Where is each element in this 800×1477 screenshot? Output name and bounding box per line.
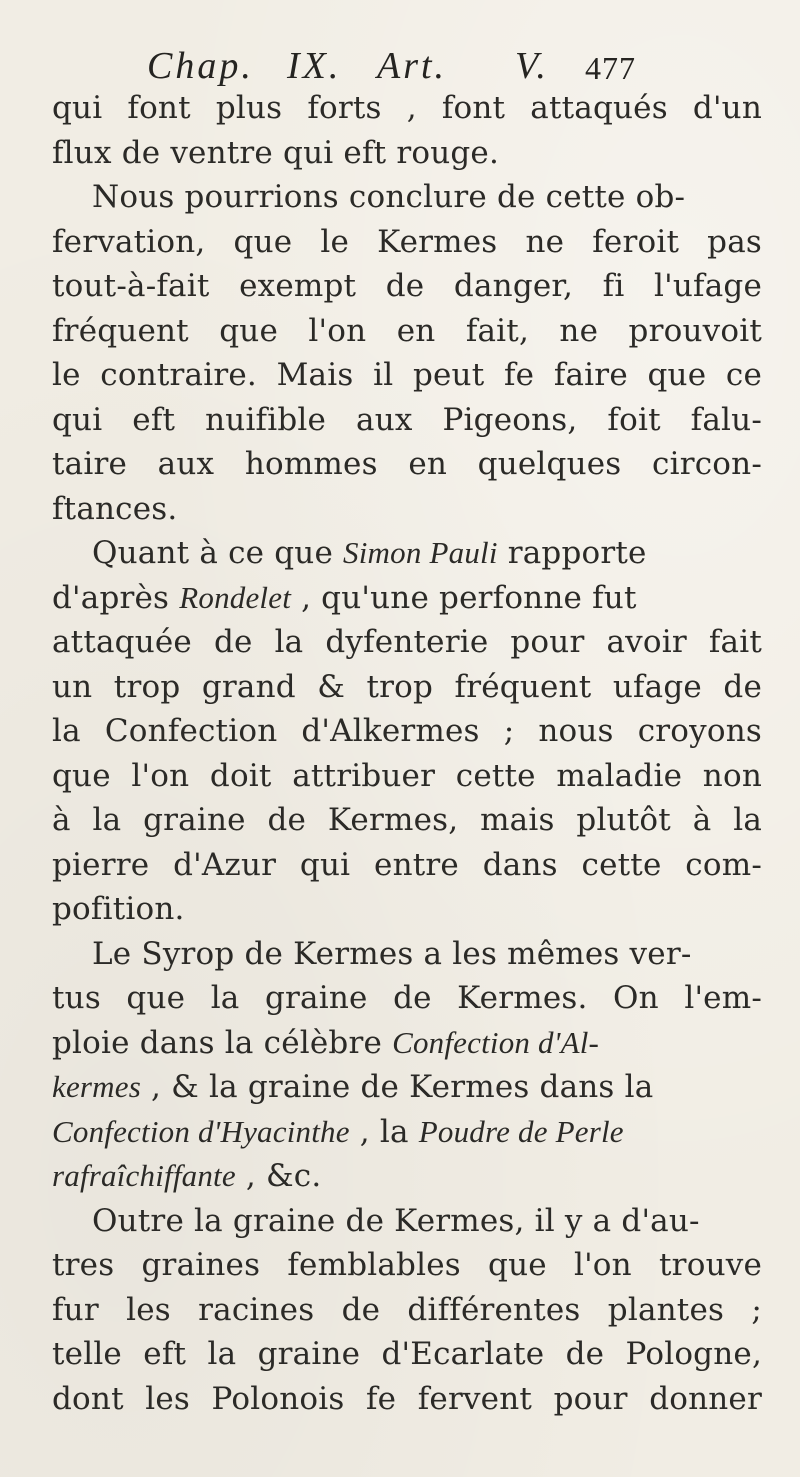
body-text [52, 86, 762, 1421]
text-line: un trop grand & trop fréquent ufage de [52, 668, 762, 705]
text-line: telle eft la graine d'Ecarlate de Pologne, [52, 1336, 762, 1372]
header-chapter-number: IX. [287, 45, 342, 87]
italic-title: Poudre de Perle [418, 1113, 624, 1149]
text-line: d'après Rondelet , qu'une perfonne fut [52, 579, 637, 616]
header-chapter: Chap. [147, 45, 254, 87]
text-line: qui eft nuifible aux Pigeons, foit falu- [52, 401, 762, 438]
text-line: tus que la graine de Kermes. On l'em- [52, 980, 762, 1016]
text-line: Confection d'Hyacinthe , la Poudre de Perle [52, 1113, 624, 1150]
text-line: tout-à-fait exempt de danger, fi l'ufage [52, 268, 762, 304]
header-article: Art. [377, 45, 448, 87]
text-line: Quant à ce que Simon Pauli rapporte [92, 535, 647, 571]
header-article-number: V. [515, 45, 549, 87]
text-line: fréquent que l'on en fait, ne prouvoit [52, 312, 762, 349]
text-line: la Confection d'Alkermes ; nous croyons [52, 713, 762, 749]
text-line: ftances. [52, 490, 178, 527]
italic-title: kermes [52, 1069, 141, 1104]
text-line: kermes , & la graine de Kermes dans la [52, 1069, 654, 1105]
text-line: pofition. [52, 891, 185, 927]
text-line: le contraire. Mais il peut fe faire que ce [52, 357, 762, 393]
text-line: dont les Polonois fe fervent pour donner [52, 1380, 762, 1417]
italic-name: Rondelet [179, 579, 292, 615]
text-line: qui font plus forts , font attaqués d'un [52, 90, 762, 126]
italic-title: Confection d'Hyacinthe [52, 1113, 350, 1149]
italic-name: Simon Pauli [343, 535, 498, 570]
italic-title: rafraîchiffante [52, 1158, 236, 1193]
text-line: flux de ventre qui eft rouge. [52, 134, 500, 171]
text-line: Nous pourrions conclure de cette ob- [92, 179, 686, 215]
text-line: rafraîchiffante , &c. [52, 1158, 322, 1194]
text-line: fervation, que le Kermes ne feroit pas [52, 223, 762, 260]
text-line: attaquée de la dyfenterie pour avoir fait [52, 624, 762, 660]
text-line: tres graines femblables que l'on trouve [52, 1247, 762, 1283]
text-line: pierre d'Azur qui entre dans cette com- [52, 846, 762, 883]
text-line: que l'on doit attribuer cette maladie non [52, 757, 762, 794]
text-line: Le Syrop de Kermes a les mêmes ver- [92, 935, 692, 972]
italic-title: Confection d'Al- [392, 1024, 600, 1060]
text-line: taire aux hommes en quelques circon- [52, 446, 762, 482]
text-line: Outre la graine de Kermes, il y a d'au- [92, 1202, 700, 1239]
text-line: à la graine de Kermes, mais plutôt à la [52, 802, 762, 838]
text-line: fur les racines de différentes plantes ; [52, 1291, 762, 1328]
page-number: 477 [585, 50, 636, 86]
text-line: ploie dans la célèbre Confection d'Al- [52, 1024, 600, 1061]
